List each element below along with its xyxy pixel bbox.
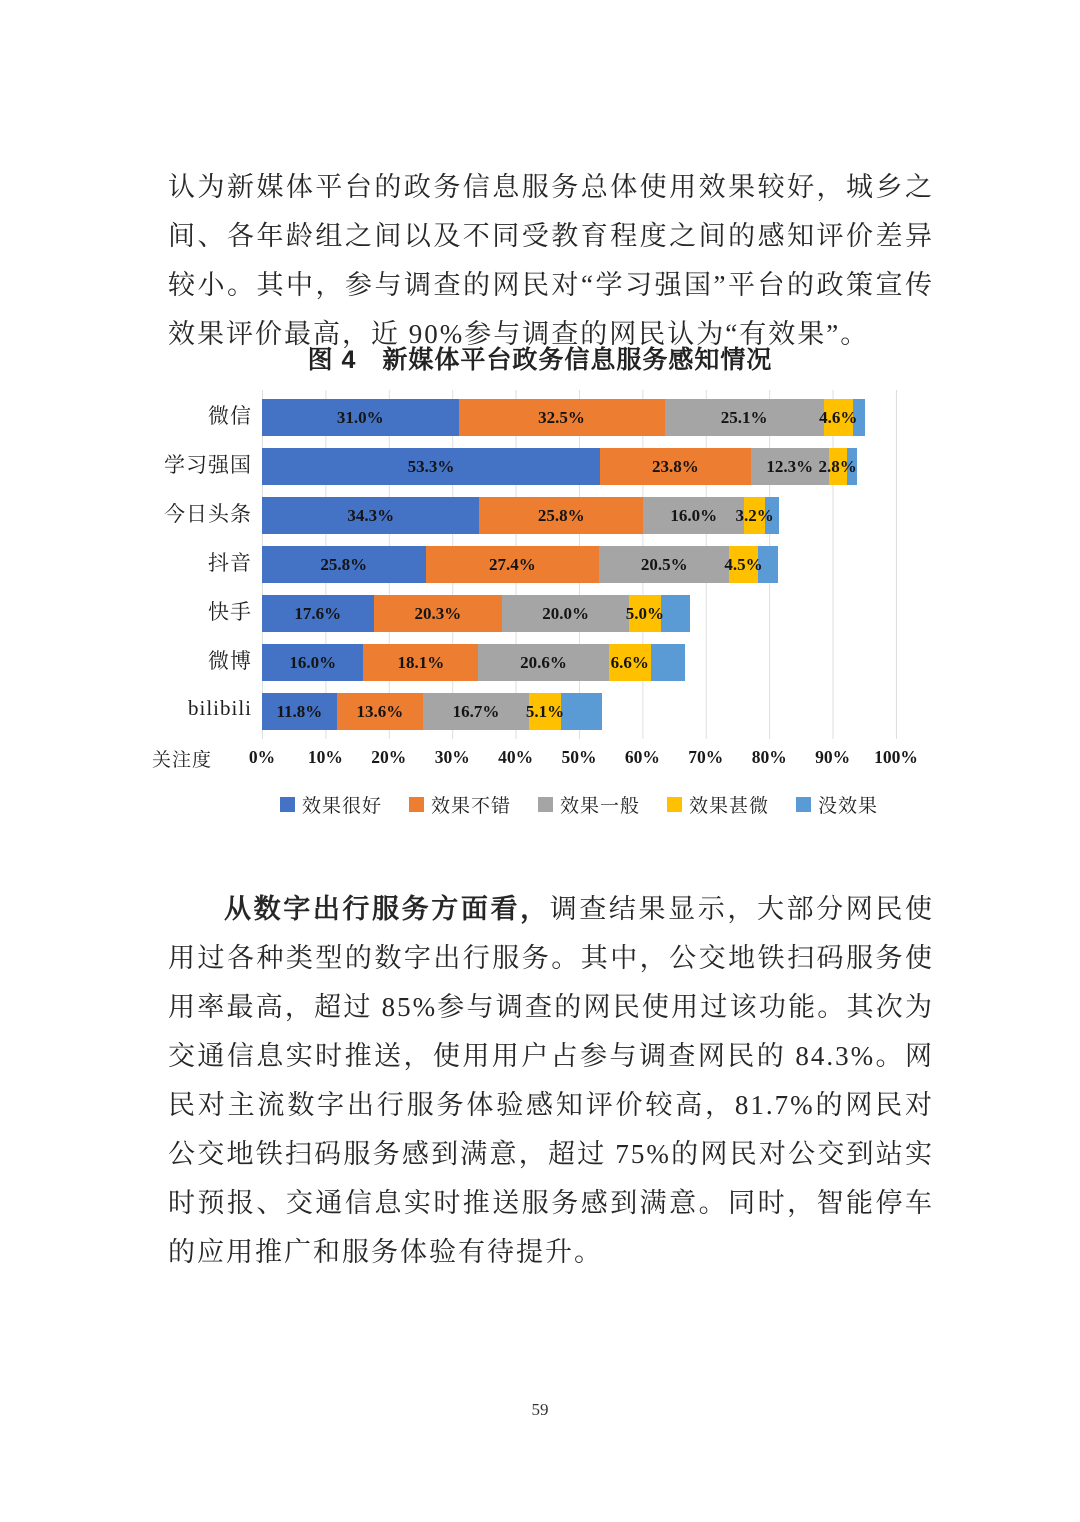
legend-swatch [796, 797, 811, 812]
axis-tick-label: 40% [498, 747, 534, 767]
chart-row [262, 442, 896, 491]
chart-row [262, 540, 896, 589]
segment-data-label: 5.1% [525, 701, 565, 721]
segment-data-label: 31.0% [336, 407, 384, 427]
legend-swatch [667, 797, 682, 812]
category-label: 学习强国 [164, 452, 252, 477]
chart-plot [262, 390, 897, 739]
axis-tick-label: 70% [688, 747, 724, 767]
bar-segment [599, 546, 729, 583]
segment-data-label: 4.6% [819, 407, 858, 427]
bar-segment [423, 693, 529, 730]
bar-segment [459, 399, 665, 436]
paragraph-bottom [168, 885, 934, 1277]
segment-data-label: 20.6% [520, 652, 567, 672]
bar-segment [751, 448, 829, 485]
segment-data-label: 20.5% [640, 554, 688, 574]
segment-data-label: 4.5% [724, 554, 763, 574]
category-label: 抖音 [208, 550, 252, 575]
chart-legend [262, 791, 896, 818]
legend-item [409, 791, 511, 818]
category-label: 微博 [208, 648, 252, 673]
segment-data-label: 17.6% [294, 603, 342, 623]
legend-item [280, 791, 382, 818]
segment-data-label: 16.7% [452, 701, 500, 721]
segment-data-label: 6.6% [610, 652, 649, 672]
legend-label: 效果不错 [430, 796, 511, 817]
legend-label: 没效果 [818, 796, 879, 817]
segment-data-label: 20.3% [414, 603, 462, 623]
axis-tick-label: 30% [434, 747, 470, 767]
axis-tick-label: 90% [815, 747, 851, 767]
figure-caption: 图 4 新媒体平台政务信息服务感知情况 [307, 346, 773, 374]
segment-data-label: 16.0% [289, 652, 337, 672]
segment-data-label: 27.4% [489, 554, 536, 574]
chart-row [262, 687, 896, 736]
legend-swatch [280, 797, 295, 812]
axis-tick-label: 50% [561, 747, 597, 767]
bar-segment [337, 693, 423, 730]
bar-segment [609, 644, 651, 681]
chart-row [262, 491, 896, 540]
legend-swatch [409, 797, 424, 812]
chart-row [262, 638, 896, 687]
chart-row [262, 589, 896, 638]
legend-swatch [538, 797, 553, 812]
bar-segment [661, 595, 690, 632]
segment-data-label: 34.3% [347, 505, 395, 525]
bar-segment [262, 497, 479, 534]
legend-label: 效果很好 [301, 796, 382, 817]
axis-tick-label: 20% [371, 747, 407, 767]
chart-row [262, 393, 896, 442]
stacked-bar [262, 497, 896, 534]
legend-item [667, 791, 769, 818]
segment-data-label: 18.1% [397, 652, 445, 672]
stacked-bar-chart [150, 390, 950, 818]
stacked-bar [262, 448, 896, 485]
bar-segment [819, 399, 858, 436]
paragraph-top: 认为新媒体平台的政务信息服务总体使用效果较好，城乡之间、各年龄组之间以及不同受教育程度之间的感知评价差异较小。其中，参与调查的网民对“学习强国”平台的政策宣传效果评价最高，近 90%参与调查的网民认为“有效果”。 [168, 172, 934, 349]
bar-segment [643, 497, 744, 534]
segment-data-label: 32.5% [538, 407, 585, 427]
category-label: 快手 [208, 599, 252, 624]
chart-body [150, 390, 950, 739]
bar-segment [262, 546, 426, 583]
paragraph-bottom-text: 调查结果显示，大部分网民使用过各种类型的数字出行服务。其中，公交地铁扫码服务使用率最高，超过 85%参与调查的网民使用过该功能。其次为交通信息实时推送，使用用户占参与调查网民的 84.3%。网民对主流数字出行服务体验感知评价较高，81.7%的网民对公交地铁扫码服务感到满意，超过 75%的网民对公交到站实时预报、交通信息实时推送服务感到满意。同时，智能停车的应用推广和服务体验有待提升。 [168, 894, 935, 1267]
x-axis-caption: 关注度 [152, 749, 213, 771]
legend-item [538, 791, 640, 818]
legend-label: 效果甚微 [689, 796, 770, 817]
category-axis [150, 390, 262, 739]
axis-tick-label: 80% [751, 747, 787, 767]
bar-segment [724, 546, 763, 583]
axis-tick-label: 60% [624, 747, 660, 767]
segment-data-label: 2.8% [818, 456, 857, 476]
segment-data-label: 5.0% [625, 603, 665, 623]
axis-tick-label: 100% [874, 747, 918, 767]
bar-segment [262, 399, 459, 436]
bar-segment [363, 644, 478, 681]
bar-segment [262, 644, 363, 681]
axis-tick-label: 10% [307, 747, 343, 767]
bar-segment [735, 497, 774, 534]
stacked-bar [262, 595, 896, 632]
bar-segment [479, 497, 643, 534]
bar-segment [651, 644, 686, 681]
bar-segment [374, 595, 503, 632]
stacked-bar [262, 644, 896, 681]
x-axis-ticks [248, 743, 918, 773]
segment-data-label: 23.8% [651, 456, 699, 476]
category-label: 今日头条 [164, 501, 252, 526]
segment-data-label: 53.3% [407, 456, 455, 476]
bar-segment [262, 693, 337, 730]
bar-segment [262, 595, 374, 632]
stacked-bar [262, 546, 896, 583]
x-axis [150, 743, 950, 773]
segment-data-label: 25.1% [720, 407, 768, 427]
bar-segment [665, 399, 824, 436]
segment-data-label: 16.0% [670, 505, 718, 525]
bar-segment [625, 595, 665, 632]
segment-data-label: 3.2% [735, 505, 774, 525]
category-label: bilibili [187, 696, 252, 720]
legend-label: 效果一般 [559, 796, 640, 817]
category-label: 微信 [208, 403, 252, 428]
legend-item [796, 791, 878, 818]
bar-segment [818, 448, 857, 485]
bar-segment [502, 595, 629, 632]
segment-data-label: 25.8% [537, 505, 585, 525]
segment-data-label: 20.0% [542, 603, 590, 623]
bar-segment [561, 693, 602, 730]
segment-data-label: 12.3% [766, 456, 814, 476]
axis-tick-label: 0% [248, 747, 276, 767]
bar-segment [262, 448, 600, 485]
paragraph-bottom-lead: 从数字出行服务方面看， [224, 894, 550, 924]
segment-data-label: 11.8% [276, 701, 323, 721]
bar-segment [525, 693, 565, 730]
bar-segment [478, 644, 609, 681]
segment-data-label: 13.6% [356, 701, 404, 721]
page-number: 59 [531, 1400, 549, 1419]
stacked-bar [262, 693, 896, 730]
bar-segment [600, 448, 751, 485]
segment-data-label: 25.8% [320, 554, 368, 574]
bar-segment [426, 546, 600, 583]
stacked-bar [262, 399, 896, 436]
